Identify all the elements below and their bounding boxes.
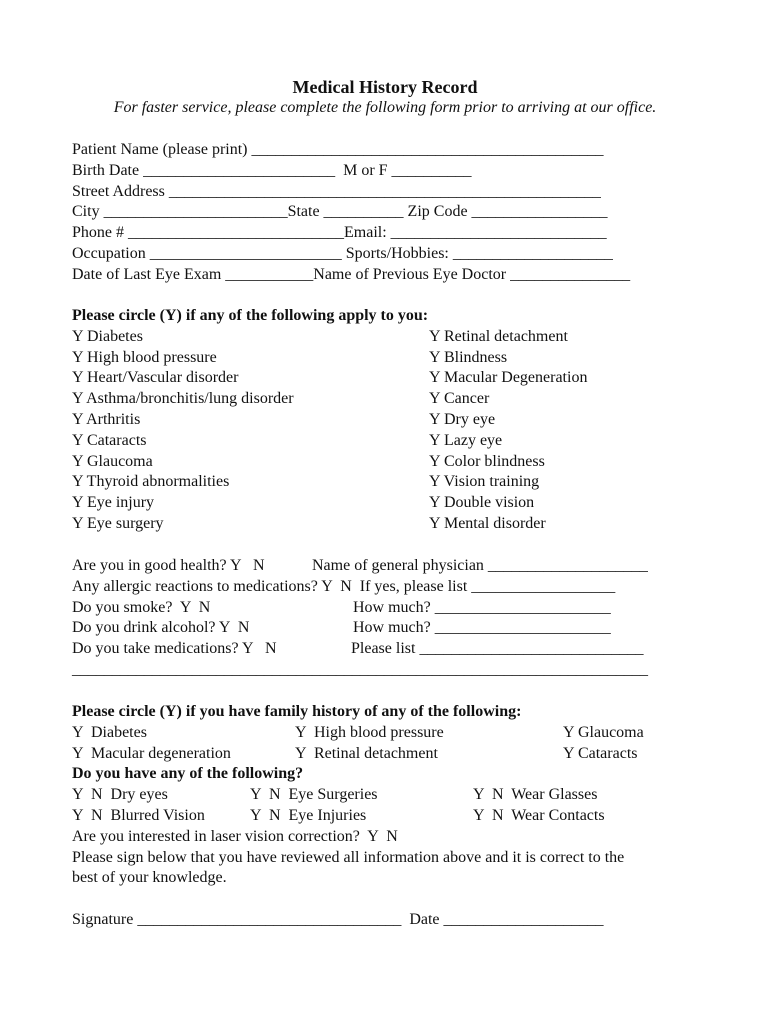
- condition-option[interactable]: Y Diabetes: [72, 327, 143, 345]
- have-option[interactable]: Y N Wear Contacts: [473, 806, 605, 824]
- family-option[interactable]: Y Macular degeneration: [72, 744, 231, 762]
- signature-date-field[interactable]: Signature _________________________________ Date ____________________: [72, 911, 604, 928]
- form-subtitle: For faster service, please complete the following form prior to arriving at our office.: [113, 99, 657, 116]
- sign-instruction: Please sign below that you have reviewed all information above and it is correct to the: [72, 848, 625, 866]
- alcohol-question[interactable]: Do you drink alcohol? Y N: [72, 619, 250, 637]
- condition-option[interactable]: Y Retinal detachment: [429, 327, 568, 345]
- question-row: [72, 639, 702, 660]
- condition-option[interactable]: Y Thyroid abnormalities: [72, 473, 230, 491]
- signature-section: [72, 910, 702, 931]
- condition-row: [72, 452, 702, 473]
- condition-option[interactable]: Y Color blindness: [429, 452, 545, 470]
- last-exam-doctor-field[interactable]: Date of Last Eye Exam ___________Name of Previous Eye Doctor _______________: [72, 265, 631, 283]
- have-row: [72, 806, 702, 827]
- condition-option[interactable]: Y Blindness: [429, 348, 508, 366]
- have-option[interactable]: Y N Dry eyes: [72, 786, 168, 804]
- condition-row: [72, 431, 702, 452]
- condition-row: [72, 368, 702, 389]
- family-history-heading: Please circle (Y) if you have family history of any of the following:: [72, 703, 522, 720]
- occupation-hobbies-field[interactable]: Occupation ________________________ Sports/Hobbies: ____________________: [72, 244, 613, 262]
- family-option[interactable]: Y Cataracts: [563, 744, 638, 762]
- family-row: [72, 723, 702, 744]
- smoke-amount-field[interactable]: How much? ______________________: [353, 598, 611, 616]
- medications-continuation-line[interactable]: ________________________________________________________________________: [72, 660, 648, 678]
- condition-option[interactable]: Y Eye injury: [72, 494, 155, 512]
- have-option[interactable]: Y N Eye Surgeries: [250, 786, 378, 804]
- condition-row: [72, 410, 702, 431]
- condition-option[interactable]: Y Macular Degeneration: [429, 369, 588, 387]
- condition-row: [72, 493, 702, 514]
- allergy-question[interactable]: Any allergic reactions to medications? Y N If yes, please list __________________: [72, 577, 616, 595]
- patient-name-field[interactable]: Patient Name (please print) ____________________________________________: [72, 141, 604, 158]
- family-option[interactable]: Y Glaucoma: [563, 723, 644, 741]
- street-address-field[interactable]: Street Address ______________________________________________________: [72, 182, 601, 200]
- conditions-section: [72, 306, 702, 535]
- family-option[interactable]: Y Retinal detachment: [295, 744, 438, 762]
- condition-option[interactable]: Y Cancer: [429, 390, 490, 408]
- city-state-zip-field[interactable]: City _______________________State __________ Zip Code _________________: [72, 203, 608, 221]
- condition-option[interactable]: Y Double vision: [429, 494, 535, 512]
- laser-correction-question[interactable]: Are you interested in laser vision correction? Y N: [72, 827, 398, 845]
- alcohol-amount-field[interactable]: How much? ______________________: [353, 619, 611, 637]
- have-following-heading: Do you have any of the following?: [72, 765, 304, 783]
- condition-row: [72, 514, 702, 535]
- condition-row: [72, 327, 702, 348]
- family-history-section: [72, 702, 702, 889]
- condition-option[interactable]: Y Glaucoma: [72, 452, 153, 470]
- birth-date-sex-field[interactable]: Birth Date ________________________ M or F __________: [72, 161, 472, 179]
- question-row: [72, 598, 702, 619]
- condition-option[interactable]: Y Eye surgery: [72, 514, 164, 532]
- have-option[interactable]: Y N Eye Injuries: [250, 806, 367, 824]
- health-questions-section: [72, 556, 702, 681]
- patient-info-section: [72, 140, 702, 286]
- condition-option[interactable]: Y Vision training: [429, 473, 540, 491]
- condition-option[interactable]: Y Heart/Vascular disorder: [72, 369, 239, 387]
- family-option[interactable]: Y High blood pressure: [295, 723, 444, 741]
- condition-option[interactable]: Y Cataracts: [72, 431, 147, 449]
- condition-option[interactable]: Y High blood pressure: [72, 348, 217, 366]
- condition-option[interactable]: Y Dry eye: [429, 410, 496, 428]
- have-option[interactable]: Y N Blurred Vision: [72, 806, 205, 824]
- condition-option[interactable]: Y Lazy eye: [429, 431, 503, 449]
- condition-option[interactable]: Y Asthma/bronchitis/lung disorder: [72, 390, 294, 408]
- family-option[interactable]: Y Diabetes: [72, 723, 147, 741]
- form-title: Medical History Record: [292, 77, 478, 97]
- condition-option[interactable]: Y Arthritis: [72, 410, 141, 428]
- condition-option[interactable]: Y Mental disorder: [429, 514, 546, 532]
- medications-list-field[interactable]: Please list ____________________________: [351, 640, 644, 658]
- smoke-question[interactable]: Do you smoke? Y N: [72, 598, 211, 616]
- condition-row: [72, 348, 702, 369]
- medications-question[interactable]: Do you take medications? Y N: [72, 640, 277, 658]
- conditions-heading: Please circle (Y) if any of the following apply to you:: [72, 307, 429, 324]
- sign-instruction-continued: best of your knowledge.: [72, 869, 227, 887]
- phone-email-field[interactable]: Phone # ___________________________Email: ___________________________: [72, 224, 607, 242]
- condition-row: [72, 389, 702, 410]
- question-row: [72, 618, 702, 639]
- general-physician-field[interactable]: Name of general physician ____________________: [312, 557, 648, 574]
- have-row: [72, 785, 702, 806]
- question-row: [72, 556, 702, 577]
- family-row: [72, 744, 702, 765]
- have-option[interactable]: Y N Wear Glasses: [473, 786, 598, 804]
- condition-row: [72, 472, 702, 493]
- good-health-question[interactable]: Are you in good health? Y N: [72, 557, 265, 574]
